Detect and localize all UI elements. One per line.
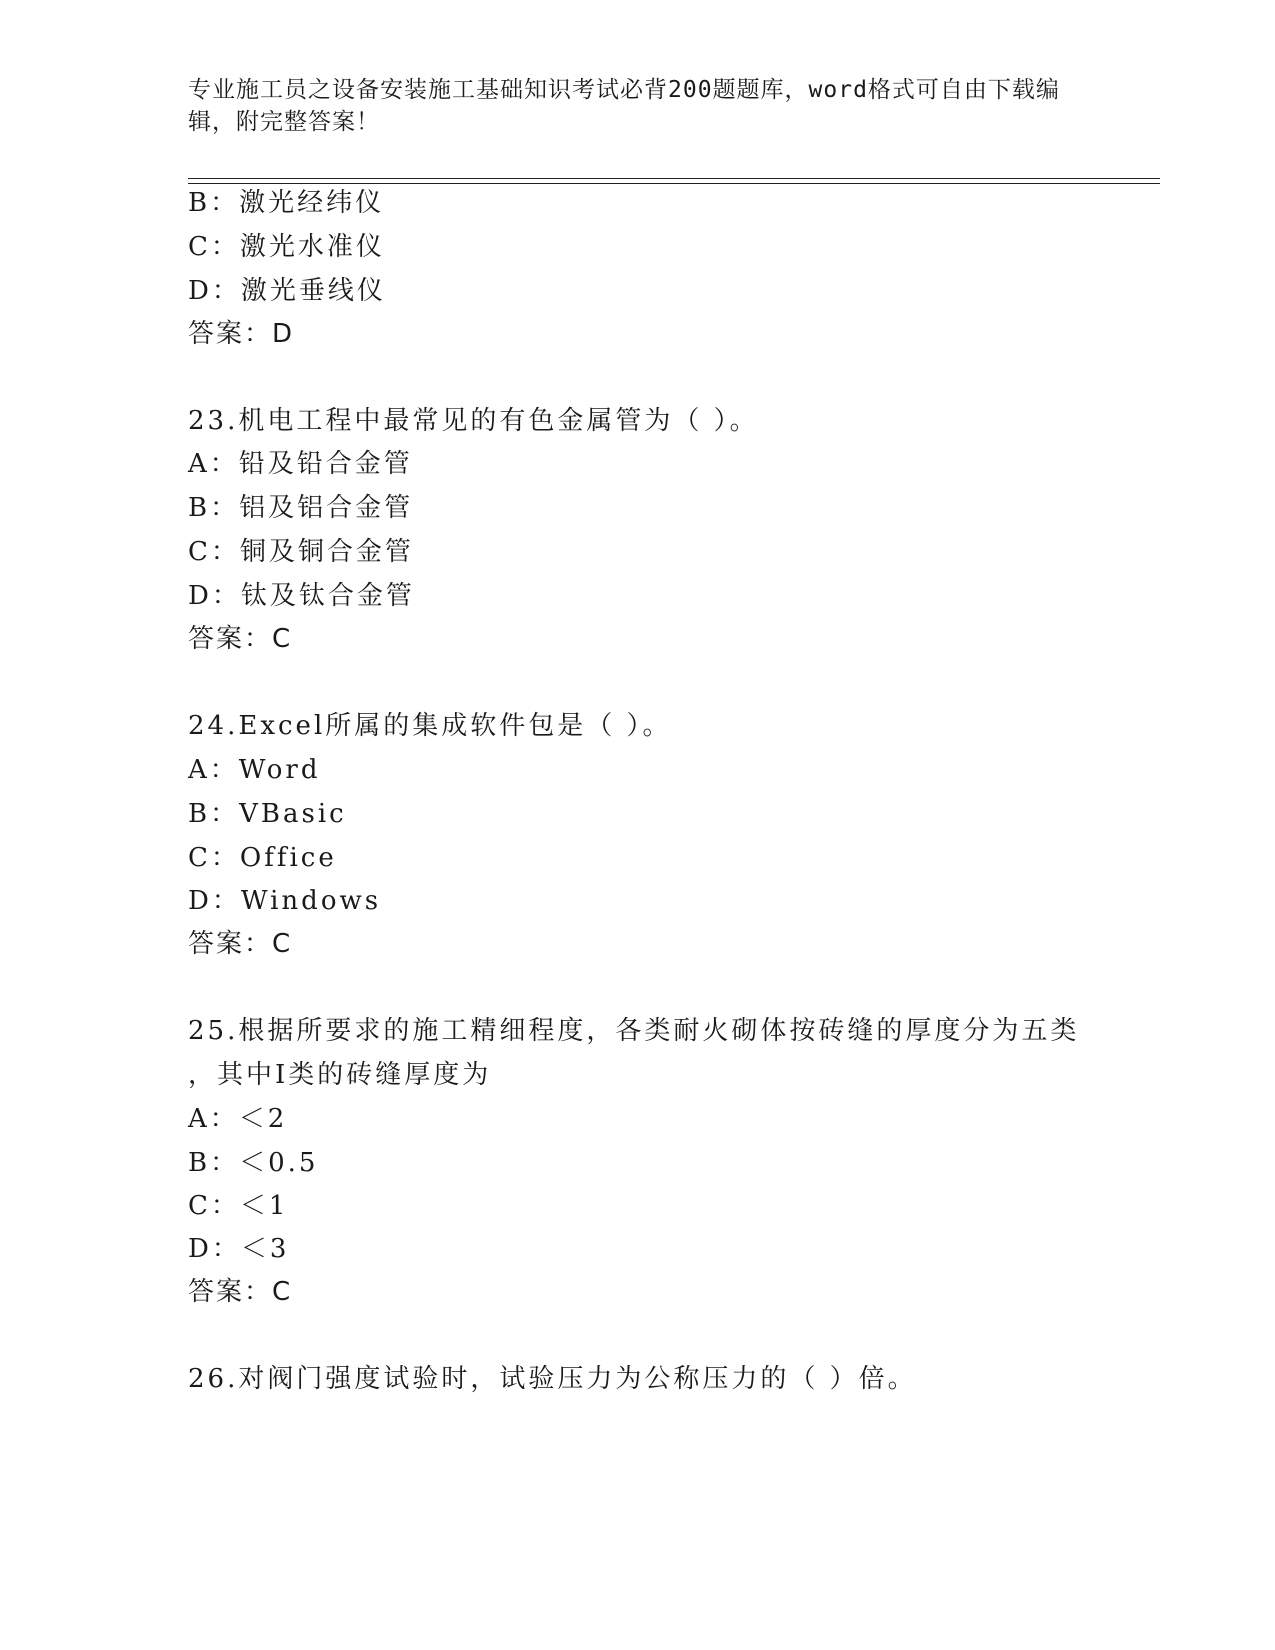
question-25-stem-line1: 25.根据所要求的施工精细程度，各类耐火砌体按砖缝的厚度分为五类 [188, 1016, 1080, 1046]
option-25-d: D：＜3 [188, 1234, 290, 1264]
header-divider [188, 178, 1160, 184]
option-23-d: D：钛及钛合金管 [188, 581, 415, 611]
option-23-a: A：铅及铅合金管 [188, 449, 413, 479]
question-25-stem-line2: ，其中Ⅰ类的砖缝厚度为 [188, 1060, 492, 1090]
option-24-b: B：VBasic [188, 799, 347, 829]
answer-23: 答案：C [188, 624, 293, 654]
document-header: 专业施工员之设备安装施工基础知识考试必背200题题库，word格式可自由下载编辑，附完整答案！ [188, 77, 1060, 135]
question-24-stem: 24.Excel所属的集成软件包是（ ）。 [188, 711, 672, 741]
answer-22: 答案：D [188, 319, 295, 349]
question-26-stem: 26.对阀门强度试验时，试验压力为公称压力的（ ）倍。 [188, 1364, 917, 1394]
option-25-b: B：＜0.5 [188, 1148, 319, 1178]
option-22-d: D：激光垂线仪 [188, 276, 386, 306]
question-23-stem: 23.机电工程中最常见的有色金属管为（ ）。 [188, 406, 759, 436]
option-23-b: B：铝及铝合金管 [188, 493, 414, 523]
option-25-c: C：＜1 [188, 1191, 289, 1221]
answer-25: 答案：C [188, 1277, 293, 1307]
option-24-d: D：Windows [188, 886, 382, 916]
option-22-c: C：激光水准仪 [188, 232, 385, 262]
answer-24: 答案：C [188, 929, 293, 959]
option-22-b: B：激光经纬仪 [188, 188, 385, 218]
option-23-c: C：铜及铜合金管 [188, 537, 414, 567]
option-24-a: A：Word [188, 755, 321, 785]
option-25-a: A：＜2 [188, 1104, 288, 1134]
option-24-c: C：Office [188, 843, 337, 873]
